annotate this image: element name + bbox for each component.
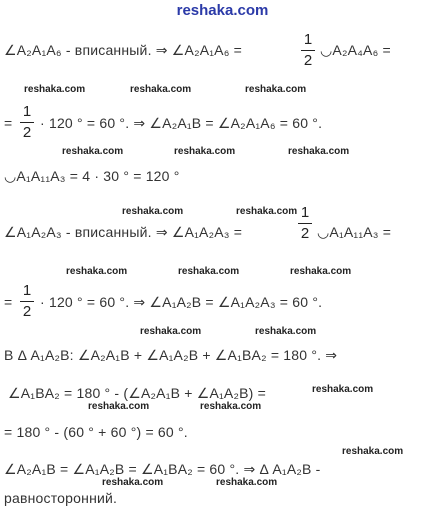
watermark: reshaka.com	[140, 326, 202, 337]
fraction-numerator: 1	[22, 282, 32, 299]
watermark: reshaka.com	[255, 326, 317, 337]
fraction-bar	[298, 223, 312, 224]
site-title[interactable]: reshaka.com	[176, 2, 269, 19]
fraction	[301, 32, 315, 69]
watermark: reshaka.com	[200, 401, 262, 412]
watermark: reshaka.com	[24, 84, 86, 95]
fraction-denominator: 2	[300, 225, 310, 242]
watermark: reshaka.com	[174, 146, 236, 157]
watermark: reshaka.com	[236, 206, 298, 217]
solution-line: ◡A₂A₄A₆ =	[320, 42, 391, 58]
fraction-denominator: 2	[22, 303, 32, 320]
watermark: reshaka.com	[216, 477, 278, 488]
watermark: reshaka.com	[245, 84, 307, 95]
fraction-bar	[20, 301, 34, 302]
solution-line: ∠A₂A₁A₆ - вписанный. ⇒ ∠A₂A₁A₆ =	[4, 42, 243, 58]
watermark: reshaka.com	[122, 206, 184, 217]
watermark: reshaka.com	[290, 266, 352, 277]
watermark: reshaka.com	[178, 266, 240, 277]
watermark: reshaka.com	[312, 384, 374, 395]
solution-line: ∠A₂A₁B = ∠A₁A₂B = ∠A₁BA₂ = 60 °. ⇒ Δ A₁A₂B -	[4, 461, 321, 477]
fraction-denominator: 2	[22, 124, 32, 141]
fraction	[20, 104, 34, 141]
watermark: reshaka.com	[66, 266, 128, 277]
solution-line: =	[4, 115, 13, 131]
fraction	[298, 205, 312, 242]
fraction	[20, 283, 34, 320]
solution-line: равносторонний.	[4, 490, 118, 506]
fraction-bar	[20, 122, 34, 123]
fraction-numerator: 1	[22, 103, 32, 120]
fraction-numerator: 1	[303, 31, 313, 48]
watermark: reshaka.com	[62, 146, 124, 157]
fraction-bar	[301, 50, 315, 51]
solution-line: · 120 ° = 60 °. ⇒ ∠A₁A₂B = ∠A₁A₂A₃ = 60 °.	[40, 294, 323, 310]
solution-line: В Δ A₁A₂B: ∠A₂A₁B + ∠A₁A₂B + ∠A₁BA₂ = 180 °. ⇒	[4, 347, 338, 363]
solution-line: · 120 ° = 60 °. ⇒ ∠A₂A₁B = ∠A₂A₁A₆ = 60 °.	[40, 115, 323, 131]
solution-line: ∠A₁A₂A₃ - вписанный. ⇒ ∠A₁A₂A₃ =	[4, 224, 243, 240]
fraction-denominator: 2	[303, 52, 313, 69]
solution-line: ∠A₁BA₂ = 180 ° - (∠A₂A₁B + ∠A₁A₂B) =	[8, 385, 266, 401]
solution-line: ◡A₁A₁₁A₃ =	[317, 224, 392, 240]
solution-line: = 180 ° - (60 ° + 60 °) = 60 °.	[4, 424, 188, 440]
fraction-numerator: 1	[300, 204, 310, 221]
watermark: reshaka.com	[342, 446, 404, 457]
watermark: reshaka.com	[102, 477, 164, 488]
watermark: reshaka.com	[130, 84, 192, 95]
watermark: reshaka.com	[88, 401, 150, 412]
watermark: reshaka.com	[288, 146, 350, 157]
solution-line: =	[4, 294, 13, 310]
solution-line: ◡A₁A₁₁A₃ = 4 · 30 ° = 120 °	[4, 168, 180, 184]
